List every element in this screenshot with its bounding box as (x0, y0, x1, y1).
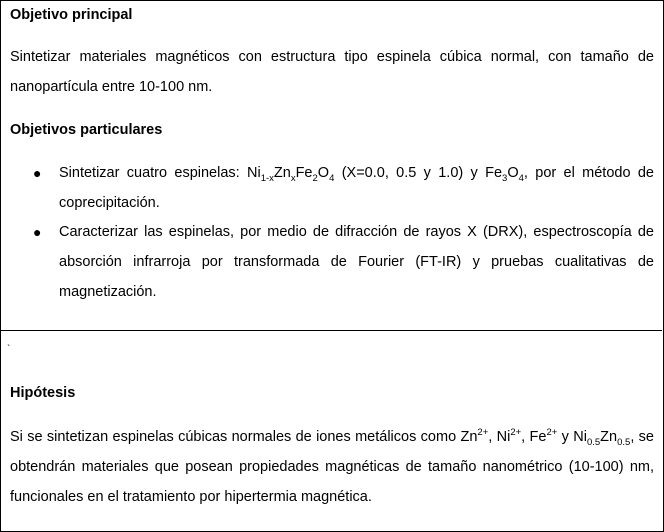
objetivo-item-1-line-2: coprecipitación. (59, 195, 160, 211)
objetivo-principal-line-2: nanopartícula entre 10-100 nm. (10, 79, 213, 95)
objetivo-principal-line-1: Sintetizar materiales magnéticos con estructura tipo espinela cúbica normal, con tamaño de (10, 49, 654, 65)
objetivos-particulares-heading: Objetivos particulares (10, 122, 163, 138)
bullet-icon: ● (33, 165, 42, 181)
hipotesis-line-1: Si se sintetizan espinelas cúbicas normales de iones metálicos como $Zn^{2+}$, $Ni^{2+}$, $Fe^{2+}$ y $Ni_{0.5}Zn_{0.5}$, se (10, 427, 655, 448)
bullet-icon: ● (33, 224, 42, 240)
objetivo-item-2-line-3: magnetización. (59, 284, 157, 300)
hipotesis-heading: Hipótesis (10, 385, 76, 401)
hipotesis-line-2: obtendrán materiales que posean propiedades magnéticas de tamaño nanométrico (10-100) nm, (10, 459, 654, 475)
stray-mark: ` (7, 344, 11, 355)
objetivo-item-2-line-1: Caracterizar las espinelas, por medio de difracción de rayos X (DRX), espectroscopía de (59, 224, 654, 240)
hipotesis-line-3: funcionales en el tratamiento por hipertermia magnética. (10, 489, 372, 505)
section-divider (0, 330, 662, 331)
objetivo-item-1-line-1: Sintetizar cuatro espinelas: $Ni_{1-x}Zn_xFe_2O_4$ (X=0.0, 0.5 y 1.0) y $Fe_3O_4$, por el método de (59, 165, 654, 184)
objetivo-item-2-line-2: absorción infrarroja por transformada de Fourier (FT-IR) y pruebas cualitativas de (59, 254, 654, 270)
objetivo-principal-heading: Objetivo principal (10, 7, 133, 23)
